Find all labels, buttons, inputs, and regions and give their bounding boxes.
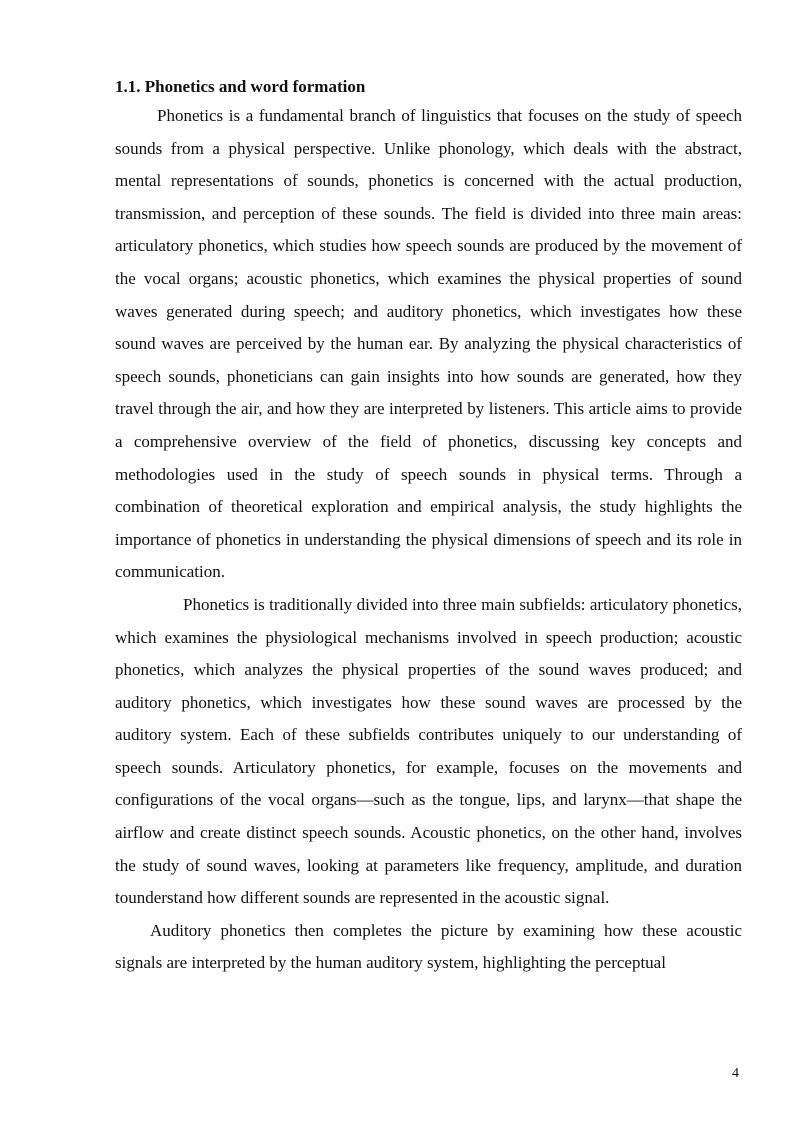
- page-content: [115, 74, 742, 980]
- paragraph-1: Phonetics is a fundamental branch of linguistics that focuses on the study of speech sounds from a physical perspective. Unlike phonology, which deals with the abstract, mental representations of sounds, phonetics is concerned with the actual production, transmission, and perception of these sounds. The field is divided into three main areas: articulatory phonetics, which studies how speech sounds are produced by the movement of the vocal organs; acoustic phonetics, which examines the physical properties of sound waves generated during speech; and auditory phonetics, which investigates how these sound waves are perceived by the human ear. By analyzing the physical characteristics of speech sounds, phoneticians can gain insights into how sounds are generated, how they travel through the air, and how they are interpreted by listeners. This article aims to provide a comprehensive overview of the field of phonetics, discussing key concepts and methodologies used in the study of speech sounds in physical terms. Through a combination of theoretical exploration and empirical analysis, the study highlights the importance of phonetics in understanding the physical dimensions of speech and its role in communication.: [115, 106, 742, 582]
- paragraph-2: Phonetics is traditionally divided into three main subfields: articulatory phonetics, which examines the physiological mechanisms involved in speech production; acoustic phonetics, which analyzes the physical properties of the sound waves produced; and auditory phonetics, which investigates how these sound waves are processed by the auditory system. Each of these subfields contributes uniquely to our understanding of speech sounds. Articulatory phonetics, for example, focuses on the movements and configurations of the vocal organs—such as the tongue, lips, and larynx—that shape the airflow and create distinct speech sounds. Acoustic phonetics, on the other hand, involves the study of sound waves, looking at parameters like frequency, amplitude, and duration tounderstand how different sounds are represented in the acoustic signal.: [115, 594, 742, 908]
- page-number: 4: [732, 1066, 739, 1081]
- paragraph-3: Auditory phonetics then completes the picture by examining how these acoustic signals are interpreted by the human auditory system, highlighting the perceptual: [115, 920, 742, 973]
- section-heading: 1.1. Phonetics and word formation: [115, 77, 366, 96]
